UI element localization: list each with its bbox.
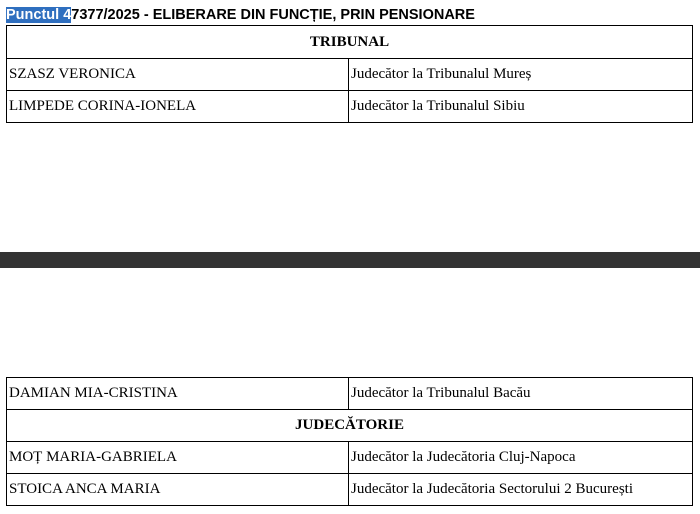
- judge-position: Judecător la Tribunalul Sibiu: [349, 91, 693, 123]
- section-title-judecatorie: JUDECĂTORIE: [7, 410, 693, 442]
- table-row: [7, 378, 693, 410]
- judge-name: SZASZ VERONICA: [7, 59, 349, 91]
- table-row: [7, 59, 693, 91]
- table-row: [7, 474, 693, 506]
- section-row: [7, 410, 693, 442]
- judge-name: MOȚ MARIA-GABRIELA: [7, 442, 349, 474]
- section-title-tribunal: TRIBUNAL: [7, 26, 693, 59]
- judge-name: STOICA ANCA MARIA: [7, 474, 349, 506]
- table-row: [7, 91, 693, 123]
- table-row: [7, 442, 693, 474]
- tribunal-table: [6, 25, 693, 123]
- judge-name: DAMIAN MIA-CRISTINA: [7, 378, 349, 410]
- continued-table: [6, 377, 693, 506]
- judge-name: LIMPEDE CORINA-IONELA: [7, 91, 349, 123]
- judge-position: Judecător la Tribunalul Bacău: [349, 378, 693, 410]
- item-title: 7377/2025 - ELIBERARE DIN FUNCȚIE, PRIN PENSIONARE: [71, 7, 475, 23]
- judge-position: Judecător la Judecătoria Cluj-Napoca: [349, 442, 693, 474]
- agenda-item-heading: [6, 7, 475, 24]
- judge-position: Judecător la Tribunalul Mureș: [349, 59, 693, 91]
- item-number-label[interactable]: Punctul 4: [6, 7, 72, 23]
- page-break-divider: [0, 252, 700, 268]
- section-row: [7, 26, 693, 59]
- judge-position: Judecător la Judecătoria Sectorului 2 București: [349, 474, 693, 506]
